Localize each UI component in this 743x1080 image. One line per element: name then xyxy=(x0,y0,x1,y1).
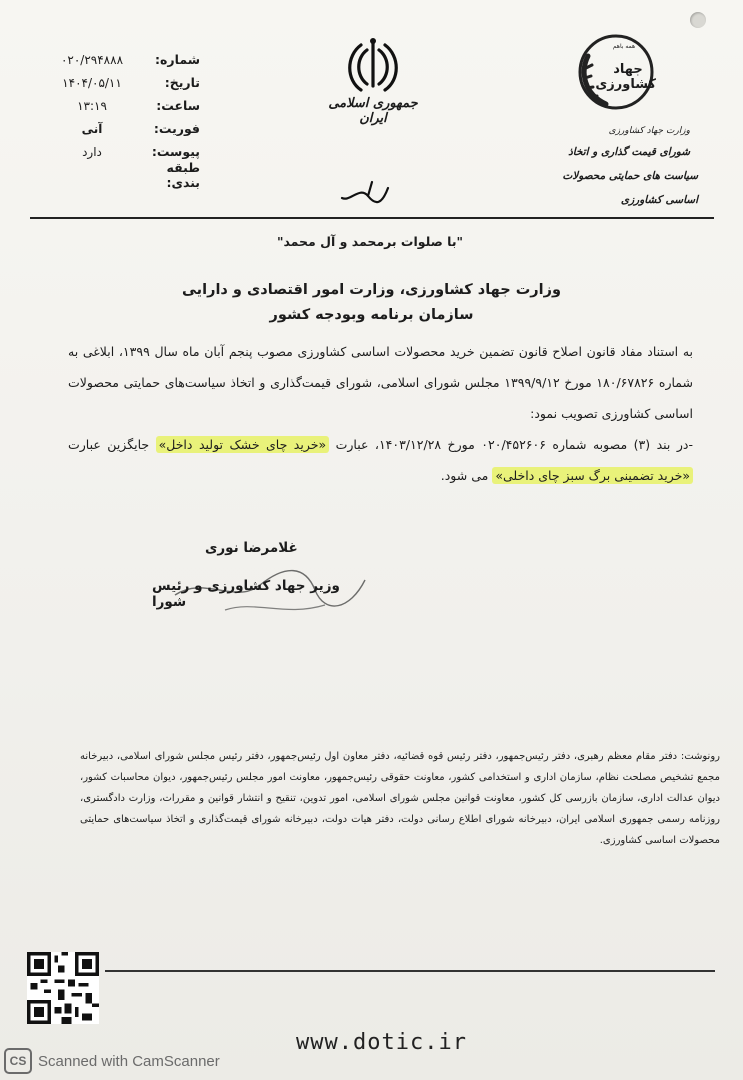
meta-number-value: ۰۲۰/۲۹۴۸۸۸ xyxy=(60,52,124,67)
camscanner-text: Scanned with CamScanner xyxy=(38,1052,220,1070)
meta-time-value: ۱۳:۱۹ xyxy=(77,98,107,113)
logo-top-text: همه باهم xyxy=(612,43,636,50)
meta-number-label: شماره: xyxy=(155,52,200,67)
header-divider xyxy=(30,217,714,219)
salutation: "با صلوات برمحمد و آل محمد" xyxy=(276,234,464,249)
signer-role: وزیر جهاد کشاورزی و رئیس شورا xyxy=(152,578,340,610)
meta-urgency-label: فوریت: xyxy=(153,121,200,136)
cc-list: رونوشت: دفتر مقام معظم رهبری، دفتر رئیس‌جمهور، دفتر رئیس قوه قضائیه، دفتر معاون اول رئیس‌جمهور، دفتر رئیس مجلس شورای اسلامی، دبیرخانه مجمع تشخیص مصلحت نظام، سازمان اداری و استخدامی کشور، معاونت حقوقی رئیس‌جمهور، معاونت امور مجلس رئیس‌جمهور، دیوان محاسبات کشور، دیوان عدالت اداری، سازمان بازرسی کل کشور، معاونت قوانین مجلس شورای اسلامی، امور تدوین، تنقیح و انتشار قوانین و مقررات، وزارت دادگستری، روزنامه رسمی جمهوری اسلامی ایران، دبیرخانه شورای اطلاع رسانی دولت، دفتر هیات دولت، دبیرخانه شورای قیمت‌گذاری و اتخاذ سیاست‌های حمایتی محصولات اساسی کشاورزی. xyxy=(80,751,720,846)
signer-name: غلامرضا نوری xyxy=(205,540,298,556)
highlight-new-phrase: «خرید چای خشک تولید داخل» xyxy=(156,436,330,453)
paragraph-2-part-a: -در بند (۳) مصوبه شماره ۰۲۰/۴۵۲۶۰۶ مورخ ۱۴۰۳/۱۲/۲۸، عبارت xyxy=(335,437,693,452)
meta-attachment-value: دارد xyxy=(82,144,102,159)
recipients xyxy=(100,278,643,328)
letter-metadata xyxy=(40,48,200,190)
meta-classification-row xyxy=(40,159,200,190)
iran-emblem-icon xyxy=(348,36,398,94)
council-line-2: سیاست های حمایتی محصولات اساسی کشاورزی xyxy=(562,170,698,206)
ministry-name: وزارت جهاد کشاورزی xyxy=(608,126,690,136)
highlight-old-phrase: «خرید تضمینی برگ سبز چای داخلی» xyxy=(492,467,693,484)
qr-code-icon xyxy=(27,952,99,1024)
meta-time-label: ساعت: xyxy=(156,98,200,113)
meta-date-value: ۱۴۰۴/۰۵/۱۱ xyxy=(62,75,122,90)
council-line-1: شورای قیمت گذاری و اتخاذ xyxy=(568,146,690,158)
signature-flourish-icon xyxy=(338,178,398,208)
meta-classification-label: طبقه بندی: xyxy=(166,159,200,190)
council-header xyxy=(530,122,698,212)
paragraph-1: به استناد مفاد قانون اصلاح قانون تضمین خرید محصولات اساسی کشاورزی مصوب پنجم آبان ماه سال ۱۳۹۹، ابلاغی به شماره ۱۸۰/۶۷۸۲۶ مورخ ۱۳۹۹/۹/۱۲ مجلس شورای اسلامی، شورای قیمت‌گذاری و اتخاذ سیاست‌های حمایتی محصولات اساسی کشاورزی تصویب نمود: xyxy=(68,344,693,421)
jihad-logo xyxy=(566,28,666,122)
meta-time-row xyxy=(40,94,200,117)
footer-url: www.dotic.ir xyxy=(296,1030,467,1055)
paragraph-2-part-b: جایگزین عبارت xyxy=(68,437,150,452)
paragraph-2-part-c: می شود. xyxy=(440,468,489,483)
camscanner-logo-icon: CS xyxy=(4,1048,32,1074)
government-name: جمهوری اسلامی ایران xyxy=(328,96,418,126)
letter-body xyxy=(68,336,693,491)
meta-attachment-label: پیوست: xyxy=(151,144,200,159)
footer-divider xyxy=(105,970,715,972)
meta-date-row xyxy=(40,71,200,94)
meta-urgency-value: آنی xyxy=(81,121,103,136)
meta-number-row xyxy=(40,48,200,71)
meta-urgency-row xyxy=(40,117,200,140)
paragraph-2 xyxy=(68,429,693,491)
iran-emblem-block xyxy=(318,36,428,126)
recipient-line-1: وزارت جهاد کشاورزی، وزارت امور اقتصادی و دارایی xyxy=(182,282,561,298)
camscanner-watermark xyxy=(0,1046,220,1076)
punch-hole xyxy=(690,12,706,28)
recipient-line-2: سازمان برنامه وبودجه کشور xyxy=(269,307,474,323)
logo-main-text: جهاد کشاورزی xyxy=(595,62,656,92)
meta-date-label: تاریخ: xyxy=(164,75,200,90)
basmeh-signature xyxy=(338,178,398,212)
